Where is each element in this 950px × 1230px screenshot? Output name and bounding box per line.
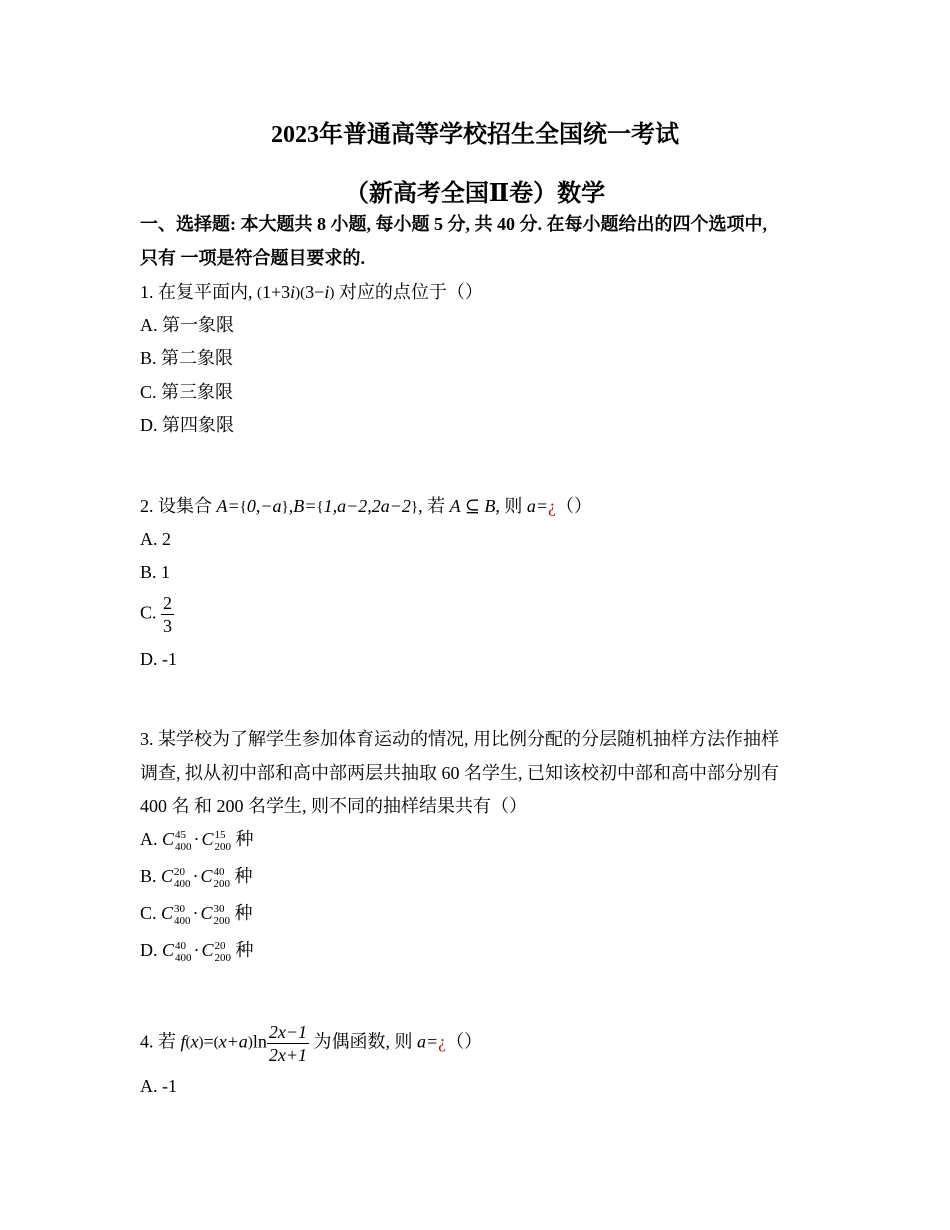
- section-instructions-line2: 只有 一项是符合题目要求的.: [140, 248, 365, 268]
- exam-subtitle: （新高考全国Ⅱ卷）数学: [344, 181, 606, 207]
- question-1-option-a: A. 第一象限: [140, 315, 234, 335]
- question-2-option-c: C. $\frac{2}{3}$: [140, 593, 173, 636]
- question-1-option-d: D. 第四象限: [140, 415, 234, 435]
- question-2-option-a: A. 2: [140, 529, 171, 549]
- fraction: $\frac{2}{3}$: [163, 593, 173, 636]
- question-3-stem-line1: 3. 某学校为了解学生参加体育运动的情况, 用比例分配的分层随机抽样方法作抽样: [140, 729, 779, 749]
- section-instructions-line1: 一、选择题: 本大题共 8 小题, 每小题 5 分, 共 40 分. 在每小题给出的四个选项中,: [140, 214, 767, 234]
- complex-expression: (1+3i)(3−i): [257, 282, 335, 302]
- question-2-option-d: D. -1: [140, 649, 177, 669]
- question-4-option-a: A. -1: [140, 1076, 177, 1096]
- question-3-stem-line3: 400 名 和 200 名学生, 则不同的抽样结果共有（）: [140, 796, 527, 816]
- fraction: $\frac{2x-1}{2x+1}$: [268, 1022, 307, 1065]
- question-1-stem: 1. 在复平面内, (1+3i)(3−i) 对应的点位于（）: [140, 282, 483, 302]
- question-4-stem: 4. 若 f(x)=(x+a)ln $\frac{2x-1}{2x+1}$ 为偶函数, 则 a=¿（）: [140, 1022, 483, 1065]
- question-1-option-b: B. 第二象限: [140, 348, 234, 368]
- question-2-stem: 2. 设集合 A={0,−a},B={1,a−2,2a−2}, 若 A ⊆ B, 则 a=¿（）: [140, 496, 592, 516]
- question-3-option-c: C. C 30 400 · C 30 200 种: [140, 902, 253, 927]
- question-3-stem-line2: 调查, 拟从初中部和高中部两层共抽取 60 名学生, 已知该校初中部和高中部分别有: [140, 763, 779, 783]
- question-3-option-d: D. C 40 400 · C 20 200 种: [140, 939, 254, 964]
- exam-title: 2023年普通高等学校招生全国统一考试: [271, 122, 679, 148]
- question-1-option-c: C. 第三象限: [140, 382, 234, 402]
- question-3-option-b: B. C 20 400 · C 40 200 种: [140, 865, 253, 890]
- question-2-option-b: B. 1: [140, 562, 171, 582]
- question-3-option-a: A. C 45 400 · C 15 200 种: [140, 828, 254, 853]
